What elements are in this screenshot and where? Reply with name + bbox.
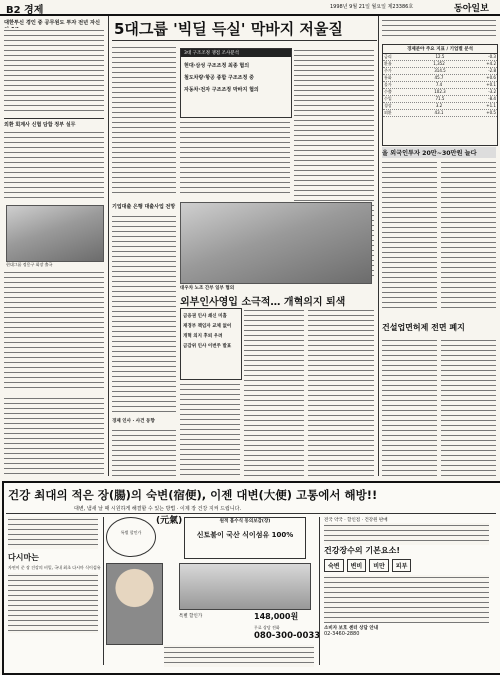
page-section: B2 경제 bbox=[6, 5, 44, 16]
indicator-cell: 7.4 bbox=[435, 82, 443, 87]
left-story3-body bbox=[4, 270, 104, 390]
indicator-cell: 주가 bbox=[384, 68, 392, 73]
mid-left-headline: 기업대출 은행 대출사업 전망 bbox=[112, 204, 176, 210]
headline2-sub-2: 재경부 책임자 교체 없어 bbox=[183, 324, 232, 329]
indicator-cell: +0.1 bbox=[486, 82, 496, 87]
ad-item: 비만 bbox=[369, 559, 389, 572]
right-headline: 올 외국인투자 20만~30만원 늘다 bbox=[382, 147, 496, 158]
ad-item: 숙변 bbox=[324, 559, 344, 572]
indicator-cell: +0.6 bbox=[486, 75, 496, 80]
ad-bottom-right: 소비자 보호 센터 상담 안내 bbox=[324, 626, 379, 631]
main-photo bbox=[180, 202, 372, 284]
ad-phone-label: 무료 상담 전화 bbox=[254, 625, 280, 630]
indicator-box bbox=[382, 44, 498, 146]
headline2-col2 bbox=[244, 308, 304, 478]
ad-product-box bbox=[184, 517, 306, 559]
subhead-2: 철도차량·항공 종합 구조조정 중 bbox=[184, 75, 254, 81]
ad-item: 피부 bbox=[392, 559, 412, 572]
indicator-cell: 314.5 bbox=[434, 68, 446, 73]
subhead-box bbox=[180, 48, 292, 118]
left-photo bbox=[6, 205, 104, 262]
indicator-cell: +0.5 bbox=[486, 110, 496, 115]
ad-bottom-phone[interactable]: 02-3460-2880 bbox=[324, 631, 360, 637]
indicator-cell: 물가 bbox=[384, 82, 392, 87]
indicator-cell: 수입 bbox=[384, 96, 392, 101]
ad-item: 변비 bbox=[347, 559, 367, 572]
ad-subslogan: 대변, 냄새 날 때 시원하게 해결할 수 있는 방법 · 이제 장 건강 지켜 드립니다. bbox=[74, 506, 242, 512]
indicator-cell: 43.1 bbox=[434, 110, 444, 115]
indicator-cell: -8.4 bbox=[488, 96, 496, 101]
headline2-sub-3: 개혁 의지 후퇴 우려 bbox=[183, 334, 223, 339]
main-headline: 5대그룹 '빅딜 득실' 막바지 저울질 bbox=[114, 20, 343, 38]
ad-left-sub: 자연이 준 장 건강의 비밀, 국내 최초 다시마 식이섬유 bbox=[8, 565, 101, 570]
headline2-sub-1: 금융권 인사 쇄신 미흡 bbox=[183, 314, 227, 319]
indicator-row bbox=[383, 75, 497, 82]
mid-left-body bbox=[112, 214, 176, 414]
ad-price-label: 특별 할인가 bbox=[179, 614, 203, 619]
indicator-cell: 3.2 bbox=[435, 103, 443, 108]
subhead-box-title: 3대 구조조정 쟁점 조사분석 bbox=[181, 49, 291, 57]
indicator-row bbox=[383, 68, 497, 75]
indicator-row bbox=[383, 82, 497, 89]
indicator-cell: -0.3 bbox=[488, 54, 496, 59]
ad-right-body bbox=[324, 575, 489, 623]
ad-bubble-text: 특별 할인가 bbox=[120, 530, 142, 535]
ad-right-top: 전국 약국 · 할인점 · 건강원 판매 bbox=[324, 518, 388, 523]
indicator-box-title: 경제분야 주요 지표 / 기업별 분석 bbox=[383, 45, 497, 54]
subhead-3: 자동차·전자 구조조정 막바지 협의 bbox=[184, 87, 259, 93]
indicator-row bbox=[383, 54, 497, 61]
indicator-cell: +1.1 bbox=[486, 103, 496, 108]
ad-product-name: 신토불이 국산 식이섬유 100% bbox=[196, 531, 294, 539]
indicator-cell: 경상 bbox=[384, 103, 392, 108]
section-heading: 경제 인사 · 사건 동향 bbox=[112, 419, 155, 424]
ad-slogan: 건강 최대의 적은 장(腸)의 숙변(宿便), 이젠 대변(大便) 고통에서 해방!! bbox=[8, 488, 378, 502]
indicator-row bbox=[383, 96, 497, 103]
column-rule bbox=[108, 16, 109, 476]
ad-right-panel bbox=[319, 517, 495, 665]
left-photo-caption: 현대그룹 정몽구 회장 출국 bbox=[6, 262, 53, 267]
ad-person-photo bbox=[106, 563, 163, 645]
issue-date: 1998년 9월 21일 월요일 제23386호 bbox=[330, 4, 414, 10]
right-col2 bbox=[441, 160, 496, 310]
indicator-cell: 71.5 bbox=[435, 96, 445, 101]
right-top-body bbox=[382, 18, 496, 40]
ad-product-photo bbox=[179, 563, 311, 610]
indicator-cell: -2.8 bbox=[488, 68, 496, 73]
ad-left-title: 다시마는 bbox=[8, 553, 39, 562]
headline2-col1 bbox=[180, 382, 240, 478]
main-story-col2 bbox=[180, 120, 290, 195]
headline2-sub-4: 금감위 인사 이번주 발표 bbox=[183, 344, 232, 349]
indicator-row bbox=[383, 61, 497, 68]
indicator-cell: 외환 bbox=[384, 110, 392, 115]
ad-right-text bbox=[324, 523, 489, 545]
advertisement bbox=[2, 481, 500, 675]
right-col1 bbox=[382, 160, 437, 310]
right-headline-2: 건설업면허제 전면 폐지 bbox=[382, 323, 465, 332]
left-story4-body bbox=[4, 396, 104, 476]
main-photo-caption: 대우차 노조 간부 일부 협의 bbox=[180, 286, 235, 291]
headline-2: 외부인사영입 소극적… 개혁의지 퇴색 bbox=[180, 297, 346, 308]
indicator-cell: 12.5 bbox=[435, 54, 445, 59]
ad-speech-bubble bbox=[106, 517, 156, 557]
left-story2-title: 외환 회계사 신협 담합 정부 실무 bbox=[4, 122, 76, 128]
indicator-cell: 금리 bbox=[384, 54, 392, 59]
ad-box-title: 원적 흡수식 동의보감(장) bbox=[219, 519, 271, 524]
headline2-sub-box bbox=[180, 308, 242, 380]
ad-right-items bbox=[320, 556, 495, 575]
ad-left-panel bbox=[8, 517, 104, 665]
headline2-col3 bbox=[308, 308, 374, 478]
left-story-title: 대한투신 경인 중 공무원도 투자 전년 자신 bbox=[4, 20, 101, 26]
ad-badge: (元氣) bbox=[156, 516, 183, 526]
left-story-body bbox=[4, 28, 104, 114]
indicator-cell: 102.3 bbox=[434, 89, 446, 94]
indicator-cell: -3.2 bbox=[488, 89, 496, 94]
page-header bbox=[0, 0, 500, 16]
ad-left-body bbox=[8, 573, 98, 633]
indicator-row bbox=[383, 103, 497, 110]
left-story2-body bbox=[4, 130, 104, 200]
indicator-cell: 1,352 bbox=[433, 61, 445, 66]
indicator-cell: 통화 bbox=[384, 75, 392, 80]
main-story-col1 bbox=[112, 45, 176, 195]
ad-price: 148,000원 bbox=[254, 612, 299, 621]
ad-divider bbox=[6, 513, 496, 514]
indicator-cell: 수출 bbox=[384, 89, 392, 94]
right-col3 bbox=[382, 338, 437, 478]
indicator-row bbox=[383, 89, 497, 96]
right-column-rule bbox=[378, 16, 379, 476]
indicator-cell: 환율 bbox=[384, 61, 392, 66]
subhead-1: 현대·삼성 구조조정 최종 협의 bbox=[184, 63, 250, 69]
indicator-cell: 45.7 bbox=[434, 75, 444, 80]
indicator-cell: +4.2 bbox=[486, 61, 496, 66]
masthead: 동아일보 bbox=[454, 4, 489, 14]
indicator-row bbox=[383, 110, 497, 117]
headline-rule bbox=[112, 40, 377, 41]
indicator-table bbox=[383, 54, 497, 117]
section-body bbox=[112, 428, 176, 478]
divider bbox=[4, 118, 104, 119]
right-col4 bbox=[441, 338, 496, 478]
ad-phone[interactable]: 080-300-0033 bbox=[254, 631, 321, 641]
ad-left-text bbox=[8, 517, 98, 549]
ad-right-title: 건강장수의 기본요소! bbox=[324, 546, 400, 555]
ad-fine-print bbox=[164, 645, 314, 667]
